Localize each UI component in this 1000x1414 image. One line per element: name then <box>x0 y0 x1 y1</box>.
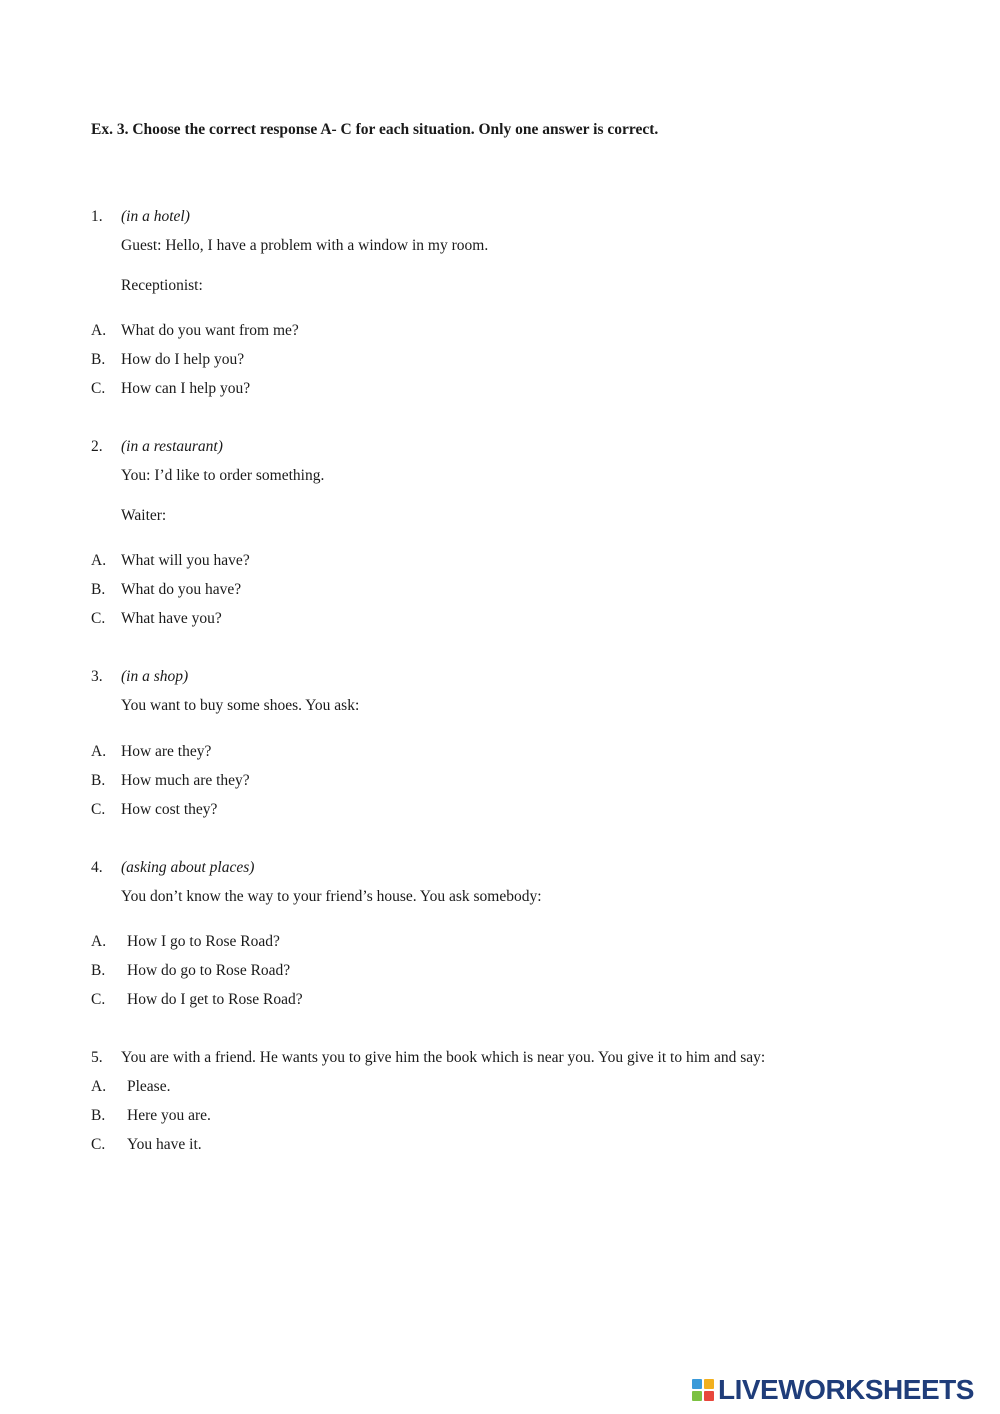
option-text: What will you have? <box>121 552 250 569</box>
option-letter: B. <box>91 581 106 598</box>
option-text: You have it. <box>127 1136 202 1153</box>
option-letter: C. <box>91 801 106 818</box>
option-text: Here you are. <box>127 1107 211 1124</box>
option-letter: C. <box>91 610 106 627</box>
question-number: 1. <box>91 208 103 225</box>
dialogue-line: You want to buy some shoes. You ask: <box>121 697 360 714</box>
option-letter: B. <box>91 772 106 789</box>
brand-name: LIVEWORKSHEETS <box>718 1374 974 1405</box>
option-letter: C. <box>91 1136 106 1153</box>
dialogue-line: Guest: Hello, I have a problem with a window in my room. <box>121 237 489 254</box>
option-text: How do I get to Rose Road? <box>127 991 303 1008</box>
option-text: What have you? <box>121 610 222 627</box>
question-number: 3. <box>91 668 103 685</box>
option-text: How do go to Rose Road? <box>127 962 291 979</box>
option-text: Please. <box>127 1078 171 1095</box>
option-letter: A. <box>91 552 107 569</box>
logo-square <box>704 1379 714 1389</box>
option-letter: B. <box>91 1107 106 1124</box>
option-letter: C. <box>91 380 106 397</box>
question-prompt: You are with a friend. He wants you to give him the book which is near you. You give it to him and say: <box>121 1049 766 1066</box>
logo-square <box>704 1391 714 1401</box>
option-letter: B. <box>91 351 106 368</box>
question-context: (in a shop) <box>121 668 189 685</box>
question-number: 5. <box>91 1049 103 1066</box>
option-text: How much are they? <box>121 772 250 789</box>
option-letter: A. <box>91 322 107 339</box>
question-context: (in a hotel) <box>121 208 190 225</box>
dialogue-line: Waiter: <box>121 507 167 524</box>
option-text: How do I help you? <box>121 351 245 368</box>
option-text: How can I help you? <box>121 380 251 397</box>
option-text: How are they? <box>121 743 212 760</box>
option-text: What do you have? <box>121 581 242 598</box>
dialogue-line: Receptionist: <box>121 277 203 294</box>
option-letter: A. <box>91 1078 107 1095</box>
question-number: 4. <box>91 859 103 876</box>
question-context: (asking about places) <box>121 859 255 876</box>
option-text: How I go to Rose Road? <box>127 933 280 950</box>
logo-square <box>692 1391 702 1401</box>
logo-square <box>692 1379 702 1389</box>
option-text: How cost they? <box>121 801 218 818</box>
dialogue-line: You: I’d like to order something. <box>121 467 325 484</box>
dialogue-line: You don’t know the way to your friend’s house. You ask somebody: <box>121 888 542 905</box>
question-number: 2. <box>91 438 103 455</box>
question-context: (in a restaurant) <box>121 438 223 455</box>
option-letter: C. <box>91 991 106 1008</box>
liveworksheets-logo-icon <box>692 1379 714 1401</box>
option-letter: A. <box>91 743 107 760</box>
option-letter: B. <box>91 962 106 979</box>
liveworksheets-brand <box>692 1374 992 1406</box>
exercise-title: Ex. 3. Choose the correct response A- C for each situation. Only one answer is correct. <box>91 121 659 138</box>
option-text: What do you want from me? <box>121 322 299 339</box>
option-letter: A. <box>91 933 107 950</box>
